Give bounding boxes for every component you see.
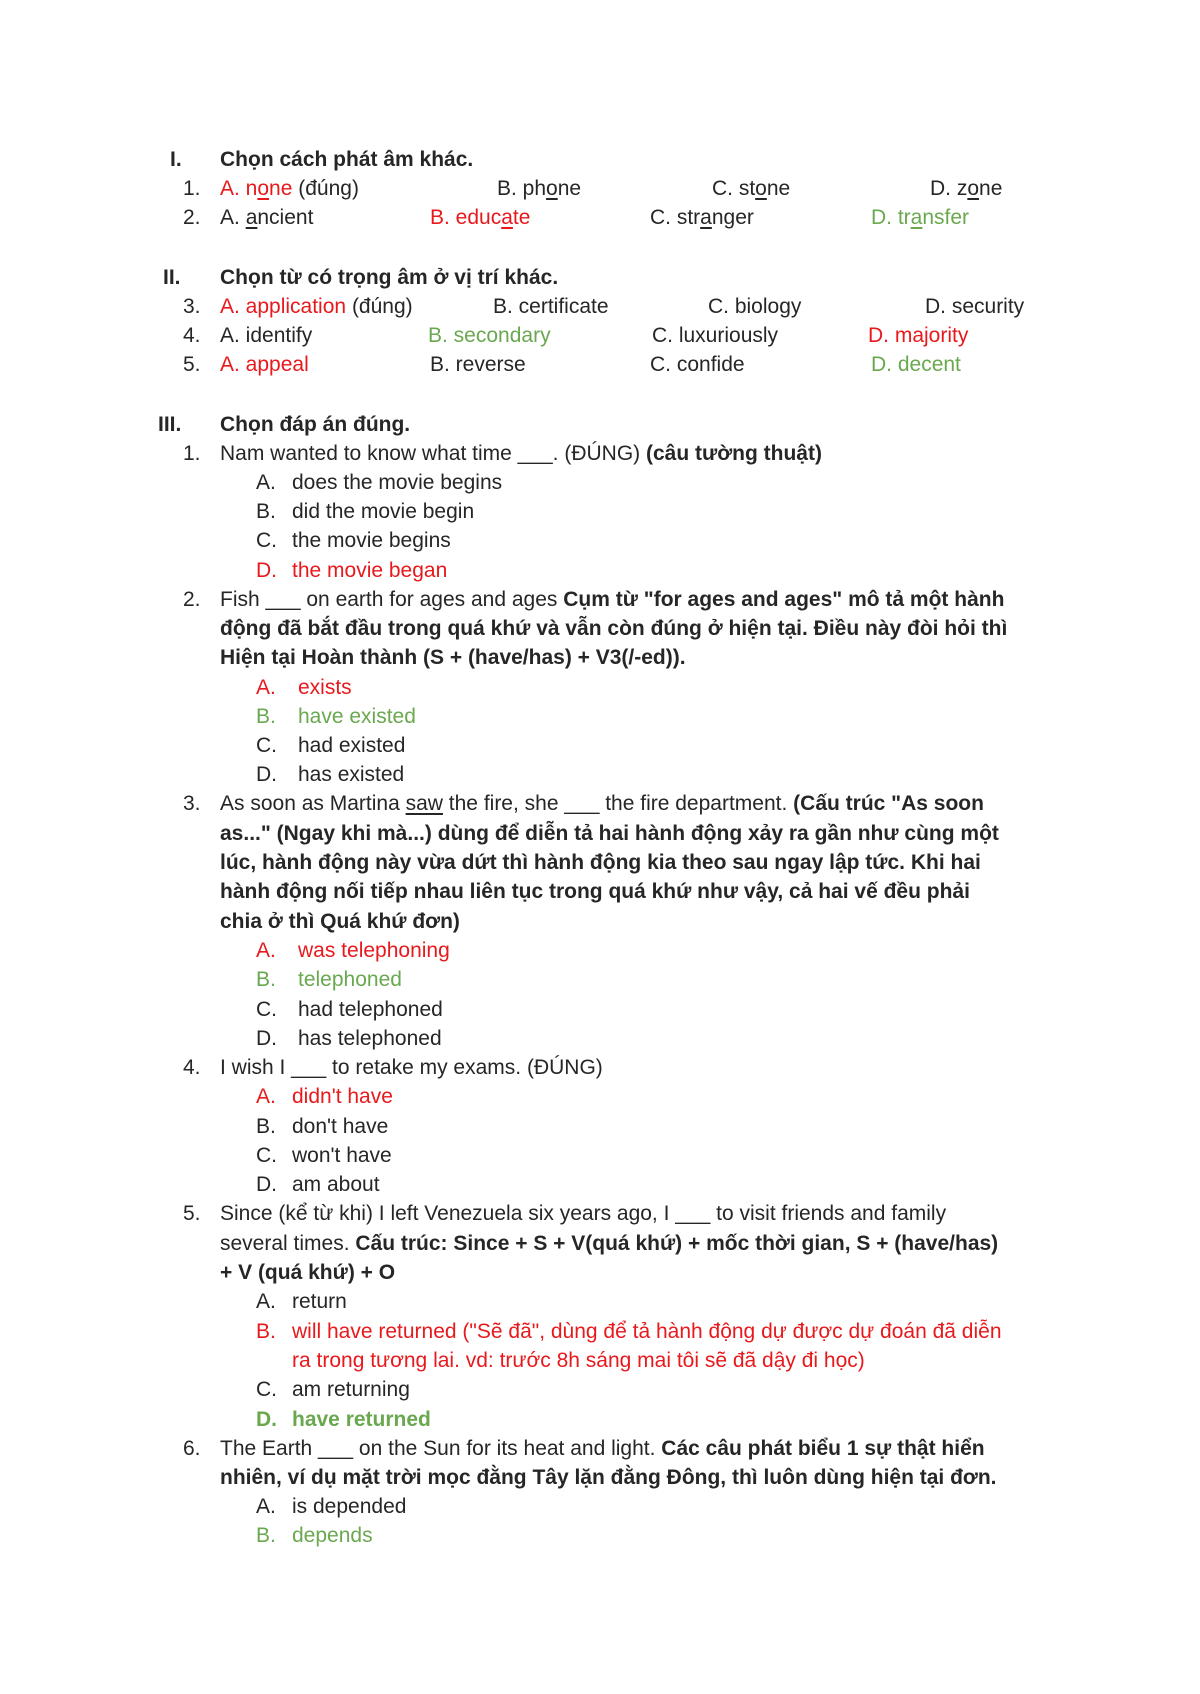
option-c: C. confide	[650, 353, 745, 376]
option-d: D. security	[925, 295, 1025, 318]
option-d: D. zone	[930, 177, 1003, 200]
option-d: D. majority	[868, 324, 969, 347]
option-letter: D.	[256, 1173, 277, 1196]
explanation-line: lúc, hành động này vừa dứt thì hành động kia theo sau ngay lập tức. Khi hai	[220, 851, 981, 874]
option-letter: A.	[256, 676, 276, 699]
option-letter: B.	[256, 1524, 276, 1547]
option-text: have existed	[298, 705, 416, 728]
option-text: the movie begins	[292, 529, 451, 552]
question-number: 4.	[183, 1056, 201, 1079]
option-d: D. decent	[871, 353, 961, 376]
explanation-line: chia ở thì Quá khứ đơn)	[220, 910, 460, 933]
option-letter: D.	[256, 1408, 277, 1431]
option-letter: C.	[256, 1144, 277, 1167]
explanation-line: as..." (Ngay khi mà...) dùng để diễn tả hai hành động xảy ra gần như cùng một	[220, 822, 999, 845]
option-letter: B.	[256, 1320, 276, 1343]
option-letter: A.	[256, 1495, 276, 1518]
section-title: Chọn từ có trọng âm ở vị trí khác.	[220, 266, 559, 289]
explanation-line: Hiện tại Hoàn thành (S + (have/has) + V3(/-ed)).	[220, 646, 686, 669]
option-letter: C.	[256, 529, 277, 552]
option-letter: A.	[256, 939, 276, 962]
option-text: depends	[292, 1524, 373, 1547]
question-number: 2.	[183, 588, 201, 611]
option-text: ra trong tương lai. vd: trước 8h sáng mai tôi sẽ đã dậy đi học)	[292, 1349, 865, 1372]
question-number: 3.	[183, 792, 201, 815]
option-letter: C.	[256, 1378, 277, 1401]
option-text: return	[292, 1290, 347, 1313]
option-text: has existed	[298, 763, 405, 786]
question-text: several times. Cấu trúc: Since + S + V(quá khứ) + mốc thời gian, S + (have/has)	[220, 1232, 999, 1255]
option-c: C. stranger	[650, 206, 754, 229]
question-text: I wish I ___ to retake my exams. (ĐÚNG)	[220, 1056, 603, 1079]
explanation-line: hành động nối tiếp nhau liên tục trong quá khứ như vậy, cả hai vế đều phải	[220, 880, 970, 903]
explanation-line: nhiên, ví dụ mặt trời mọc đằng Tây lặn đằng Đông, thì luôn dùng hiện tại đơn.	[220, 1466, 997, 1489]
option-letter: D.	[256, 1027, 277, 1050]
option-text: is depended	[292, 1495, 407, 1518]
option-text: have returned	[292, 1408, 431, 1431]
option-a: A. none (đúng)	[220, 177, 359, 200]
option-b: B. educate	[430, 206, 531, 229]
explanation-line: động đã bắt đầu trong quá khứ và vẫn còn đúng ở hiện tại. Điều này đòi hỏi thì	[220, 617, 1008, 640]
option-letter: B.	[256, 1115, 276, 1138]
option-letter: B.	[256, 968, 276, 991]
option-a: A. ancient	[220, 206, 314, 229]
question-text: The Earth ___ on the Sun for its heat and light. Các câu phát biểu 1 sự thật hiển	[220, 1437, 985, 1460]
question-number: 1.	[183, 177, 201, 200]
option-text: am returning	[292, 1378, 410, 1401]
explanation-line: + V (quá khứ) + O	[220, 1261, 396, 1284]
section-title: Chọn đáp án đúng.	[220, 413, 411, 436]
option-text: didn't have	[292, 1085, 393, 1108]
question-text: Since (kể từ khi) I left Venezuela six years ago, I ___ to visit friends and family	[220, 1202, 947, 1225]
option-text: was telephoning	[298, 939, 450, 962]
option-b: B. certificate	[493, 295, 609, 318]
option-b: B. reverse	[430, 353, 526, 376]
option-letter: A.	[256, 1290, 276, 1313]
option-b: B. phone	[497, 177, 582, 200]
option-text: telephoned	[298, 968, 402, 991]
option-letter: D.	[256, 763, 277, 786]
option-text: don't have	[292, 1115, 389, 1138]
question-number: 5.	[183, 353, 201, 376]
option-text: did the movie begin	[292, 500, 475, 523]
question-text: As soon as Martina saw the fire, she ___ the fire department. (Cấu trúc "As soon	[220, 792, 984, 815]
option-a: A. application (đúng)	[220, 295, 413, 318]
option-d: D. transfer	[871, 206, 970, 229]
option-c: C. biology	[708, 295, 802, 318]
option-c: C. luxuriously	[652, 324, 779, 347]
option-letter: B.	[256, 500, 276, 523]
option-letter: A.	[256, 471, 276, 494]
section-number: II.	[163, 266, 181, 289]
option-letter: B.	[256, 705, 276, 728]
option-letter: C.	[256, 734, 277, 757]
option-text: the movie began	[292, 559, 448, 582]
question-number: 4.	[183, 324, 201, 347]
option-a: A. appeal	[220, 353, 309, 376]
option-letter: D.	[256, 559, 277, 582]
question-number: 3.	[183, 295, 201, 318]
option-text: will have returned ("Sẽ đã", dùng để tả hành động dự được dự đoán đã diễn	[292, 1320, 1002, 1343]
option-text: won't have	[292, 1144, 392, 1167]
question-number: 5.	[183, 1202, 201, 1225]
option-text: had telephoned	[298, 998, 443, 1021]
option-b: B. secondary	[428, 324, 551, 347]
question-number: 6.	[183, 1437, 201, 1460]
question-text: Fish ___ on earth for ages and ages Cụm từ "for ages and ages" mô tả một hành	[220, 588, 1005, 611]
section-title: Chọn cách phát âm khác.	[220, 148, 474, 171]
option-text: does the movie begins	[292, 471, 503, 494]
question-number: 1.	[183, 442, 201, 465]
option-letter: C.	[256, 998, 277, 1021]
section-number: III.	[158, 413, 182, 436]
option-text: had existed	[298, 734, 406, 757]
option-c: C. stone	[712, 177, 791, 200]
option-a: A. identify	[220, 324, 313, 347]
question-number: 2.	[183, 206, 201, 229]
option-text: am about	[292, 1173, 380, 1196]
option-letter: A.	[256, 1085, 276, 1108]
option-text: has telephoned	[298, 1027, 442, 1050]
question-text: Nam wanted to know what time ___. (ĐÚNG) (câu tường thuật)	[220, 442, 822, 465]
section-number: I.	[170, 148, 182, 171]
option-text: exists	[298, 676, 352, 699]
